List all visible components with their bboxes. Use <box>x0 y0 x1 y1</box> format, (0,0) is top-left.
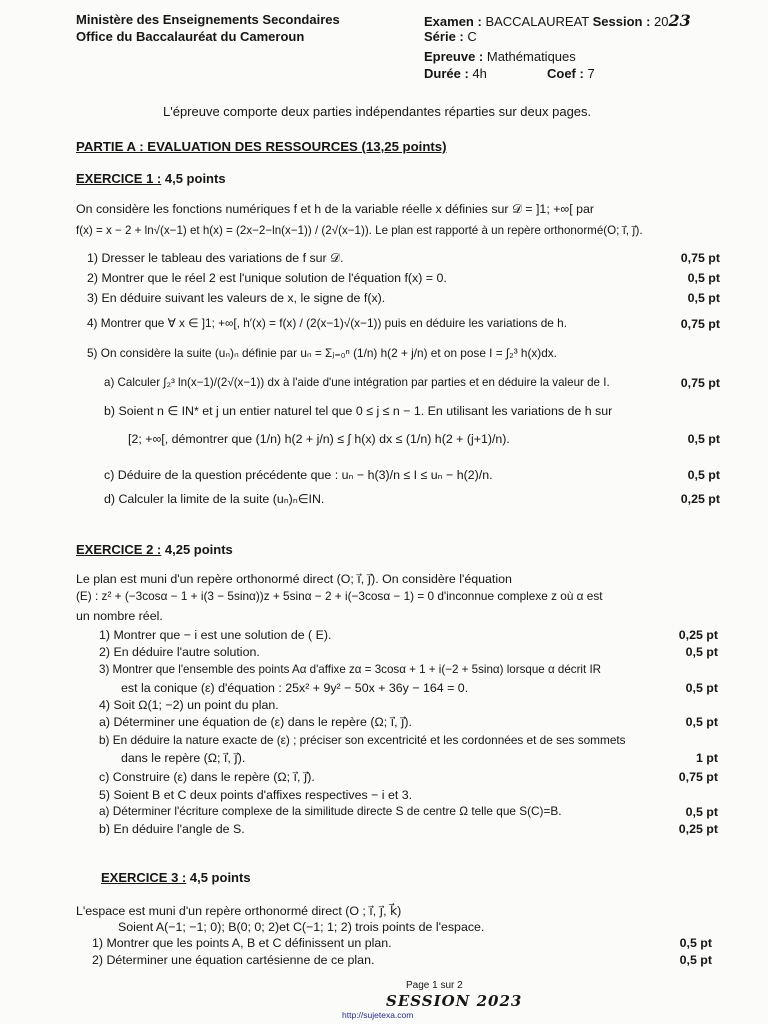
ex2-q1-points: 0,25 pt <box>678 628 718 642</box>
coef-value: 7 <box>587 66 595 81</box>
ex2-intro-2: (E) : z² + (−3cosα − 1 + i(3 − 5sinα))z + 5sinα − 2 + i(−3cosα − 1) = 0 d'inconnue complexe z où α est <box>76 589 603 603</box>
source-link[interactable]: http://sujetexa.com <box>342 1010 414 1020</box>
ex2-q3-line2: est la conique (ε) d'équation : 25x² + 9y² − 50x + 36y − 164 = 0. <box>121 681 469 695</box>
ex1-q2-points: 0,5 pt <box>687 271 720 285</box>
serie-line <box>424 30 477 43</box>
ex2-q5b-points: 0,25 pt <box>678 822 718 836</box>
ex2-q4a-points: 0,5 pt <box>685 715 718 729</box>
ex1-q1-points: 0,75 pt <box>680 251 720 265</box>
ex1-q5d-points: 0,25 pt <box>680 492 720 506</box>
ex1-q5a: a) Calculer ∫₂³ ln(x−1)/(2√(x−1)) dx à l'aide d'une intégration par parties et en déduire la valeur de I. <box>104 376 610 389</box>
ex1-q5c: c) Déduire de la question précédente que : uₙ − h(3)/n ≤ I ≤ uₙ − h(2)/n. <box>104 468 493 482</box>
ex2-points: 4,25 points <box>164 542 233 557</box>
ex3-title: EXERCICE 3 : <box>101 870 187 885</box>
epreuve-label: Epreuve : <box>424 49 484 64</box>
ex1-q4-points: 0,75 pt <box>680 317 720 331</box>
ex2-q5a: a) Déterminer l'écriture complexe de la similitude directe S de centre Ω telle que S(C)=B. <box>99 804 562 818</box>
ex1-q3: 3) En déduire suivant les valeurs de x, le signe de f(x). <box>87 291 386 305</box>
duree-label: Durée : <box>424 66 469 81</box>
ex3-intro-1: L'espace est muni d'un repère orthonormé direct (O ; i⃗, j⃗, k⃗) <box>76 904 402 918</box>
ex1-q2: 2) Montrer que le réel 2 est l'unique solution de l'équation f(x) = 0. <box>87 271 447 285</box>
ex2-intro-1: Le plan est muni d'un repère orthonormé direct (O; i⃗, j⃗). On considère l'équation <box>76 572 512 586</box>
serie-value: C <box>467 29 477 44</box>
coef-line <box>547 67 595 80</box>
ex2-title: EXERCICE 2 : <box>76 542 162 557</box>
ex1-q3-points: 0,5 pt <box>687 291 720 305</box>
duree-value: 4h <box>472 66 487 81</box>
ex2-q3-points: 0,5 pt <box>685 681 718 695</box>
ex1-points: 4,5 points <box>164 171 226 186</box>
ex1-q5b-line2: [2; +∞[, démontrer que (1/n) h(2 + j/n) ≤ ∫ h(x) dx ≤ (1/n) h(2 + (j+1)/n). <box>128 432 510 446</box>
session-year-printed: 20 <box>654 14 669 29</box>
ex2-q4b-points: 1 pt <box>695 751 718 765</box>
ex2-q2-points: 0,5 pt <box>685 645 718 659</box>
ex1-intro-2: f(x) = x − 2 + ln√(x−1) et h(x) = (2x−2−ln(x−1)) / (2√(x−1)). Le plan est rapporté à un repère orthonormé(O; i⃗, j⃗). <box>76 224 643 237</box>
serie-label: Série : <box>424 29 464 44</box>
epreuve-line <box>424 50 576 63</box>
ex1-header <box>76 172 226 185</box>
ex3-q2: 2) Déterminer une équation cartésienne de ce plan. <box>92 953 375 967</box>
ex2-q3-line1: 3) Montrer que l'ensemble des points Aα d'affixe zα = 3cosα + 1 + i(−2 + 5sinα) lorsque α décrit IR <box>99 663 602 676</box>
ex2-q2: 2) En déduire l'autre solution. <box>99 645 260 659</box>
ex2-intro-3: un nombre réel. <box>76 609 163 623</box>
ex1-q5b-points: 0,5 pt <box>687 432 720 446</box>
ex3-q1-points: 0,5 pt <box>679 936 712 950</box>
ex2-q4a: a) Déterminer une équation de (ε) dans le repère (Ω; i⃗, j⃗). <box>99 715 412 729</box>
handwritten-session: SESSION 2023 <box>386 992 523 1010</box>
epreuve-value: Mathématiques <box>486 49 576 64</box>
ex1-q5a-points: 0,75 pt <box>680 376 720 390</box>
ex1-q5d: d) Calculer la limite de la suite (uₙ)ₙ∈IN. <box>104 492 325 506</box>
ex2-q1: 1) Montrer que − i est une solution de ( E). <box>99 628 332 642</box>
intro-text: L'épreuve comporte deux parties indépendantes réparties sur deux pages. <box>163 104 592 119</box>
exam-value: BACCALAUREAT <box>485 14 589 29</box>
ex1-q5b-line1: b) Soient n ∈ IN* et j un entier naturel tel que 0 ≤ j ≤ n − 1. En utilisant les variations de h sur <box>104 404 613 418</box>
ex2-q5b: b) En déduire l'angle de S. <box>99 822 245 836</box>
ex1-intro-1: On considère les fonctions numériques f et h de la variable réelle x définies sur 𝒟 = ]1; +∞[ par <box>76 202 595 216</box>
ex2-header <box>76 543 233 556</box>
ministry-name: Ministère des Enseignements Secondaires <box>76 12 340 27</box>
exam-line <box>424 13 691 29</box>
ex3-points: 4,5 points <box>189 870 251 885</box>
ex1-q5c-points: 0,5 pt <box>687 468 720 482</box>
duree-line <box>424 67 487 80</box>
ex2-q5: 5) Soient B et C deux points d'affixes respectives − i et 3. <box>99 788 413 802</box>
session-label: Session : <box>592 14 651 29</box>
ex2-q5a-points: 0,5 pt <box>685 805 718 819</box>
ex2-q4: 4) Soit Ω(1; −2) un point du plan. <box>99 698 279 712</box>
ex1-title: EXERCICE 1 : <box>76 171 162 186</box>
ex2-q4c: c) Construire (ε) dans le repère (Ω; i⃗, j⃗). <box>99 770 315 784</box>
exam-label: Examen : <box>424 14 482 29</box>
ex2-q4b-line2: dans le repère (Ω; i⃗, j⃗). <box>121 751 246 765</box>
office-name: Office du Baccalauréat du Cameroun <box>76 29 305 44</box>
ex3-q2-points: 0,5 pt <box>679 953 712 967</box>
ex3-intro-2: Soient A(−1; −1; 0); B(0; 0; 2)et C(−1; 1; 2) trois points de l'espace. <box>118 920 485 934</box>
ex1-q5: 5) On considère la suite (uₙ)ₙ définie par uₙ = Σⱼ₌₀ⁿ (1/n) h(2 + j/n) et on pose I = ∫₂³ h(x)dx. <box>87 346 557 360</box>
ex3-q1: 1) Montrer que les points A, B et C définissent un plan. <box>92 936 392 950</box>
ex1-q4: 4) Montrer que ∀ x ∈ ]1; +∞[, h′(x) = f(x) / (2(x−1)√(x−1)) puis en déduire les variations de h. <box>87 316 567 330</box>
ex1-q1: 1) Dresser le tableau des variations de f sur 𝒟. <box>87 251 344 265</box>
session-year-handwritten: 23 <box>668 11 691 30</box>
ex2-q4c-points: 0,75 pt <box>678 770 718 784</box>
coef-label: Coef : <box>547 66 584 81</box>
page-number: Page 1 sur 2 <box>406 980 463 991</box>
ex3-header <box>101 871 251 884</box>
ex2-q4b-line1: b) En déduire la nature exacte de (ε) ; préciser son excentricité et les cordonnées et de ses sommets <box>99 733 626 747</box>
partie-a-title: PARTIE A : EVALUATION DES RESSOURCES (13,25 points) <box>76 139 447 154</box>
